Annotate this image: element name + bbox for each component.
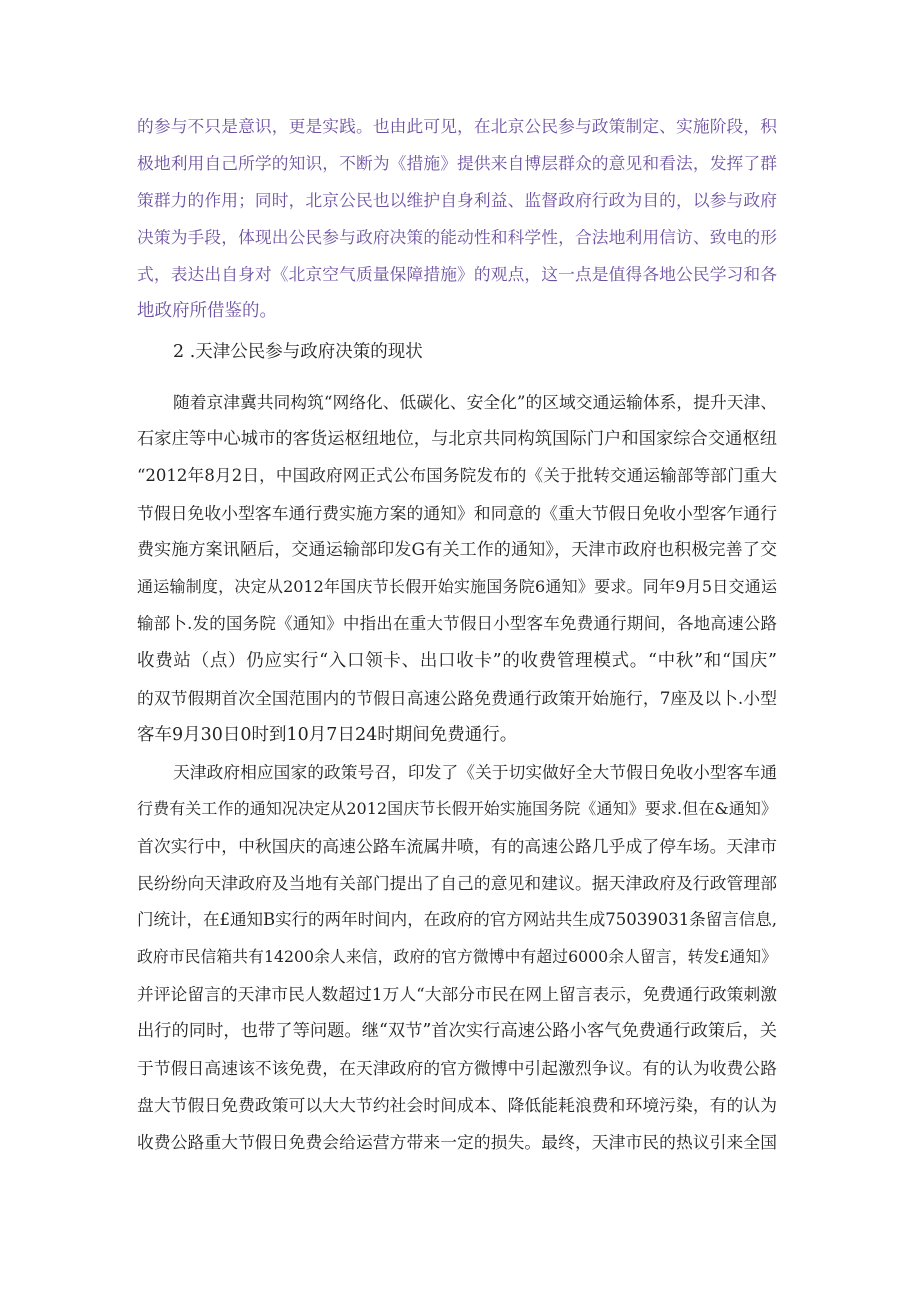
text-line: “2012年8月2日，中国政府网正式公布国务院发布的《关于批转交通运输部等部门重大 — [137, 466, 777, 485]
text-line: 收费站（点）仍应实行“入口领卡、出口收卡”的收费管理模式。“中秋”和“国庆” — [137, 651, 777, 671]
text-line: 决策为手段，体现出公民参与政府决策的能动性和科学性，合法地利用信访、致电的形 — [137, 227, 777, 247]
text-line: 石家庄等中心城市的客货运枢纽地位，与北京共同构筑国际门户和国家综合交通枢纽 — [137, 429, 777, 449]
text-line: 收费公路重大节假日免费会给运营方带来一定的损失。最终，天津市民的热议引来全国 — [137, 1132, 777, 1152]
text-line: 式，表达出自身对《北京空气质量保障措施》的观点，这一点是值得各地公民学习和各 — [137, 264, 777, 284]
text-line: 通运输制度，决定从2012年国庆节长假开始实施国务院6通知》要求。同年9月5日交通运 — [137, 577, 777, 596]
text-line: 政府市民信箱共有14200余人来信，政府的官方微博中有超过6000余人留言，转发£通知》 — [137, 947, 777, 966]
text-line: 极地利用自己所学的知识，不断为《措施》提供来自博层群众的意见和看法，发挥了群 — [137, 153, 777, 173]
text-line: 输部卜.发的国务院《通知》中指出在重大节假日小型客车免费通行期间，各地高速公路 — [137, 614, 777, 633]
text-line: 的参与不只是意识，更是实践。也由此可见，在北京公民参与政策制定、实施阶段，积 — [137, 116, 777, 136]
text-line: 门统计，在£通知B实行的两年时间内，在政府的官方网站共生成75039031条留言信息, — [137, 910, 777, 929]
text-line: 地政府所借鉴的。 — [137, 301, 277, 321]
text-line: 天津政府相应国家的政策号召，印发了《关于切实做好全大节假日免收小型客车通 — [173, 762, 777, 782]
section-heading: 2 .天津公民参与政府决策的现状 — [173, 342, 423, 362]
text-line: 费实施方案讯陋后，交通运输部印发G有关工作的通知》，天津市政府也积极完善了交 — [137, 540, 777, 560]
text-line: 并评论留言的天津市民人数超过1万人“大部分市民在网上留言表示，免费通行政策刺激 — [137, 984, 777, 1004]
text-line: 的双节假期首次全国范围内的节假日高速公路免费通行政策开始施行，7座及以卜.小型 — [137, 688, 777, 708]
text-line: 行费有关工作的通知况决定从2012国庆节长假开始实施国务院《通知》要求.但在&通知》 — [137, 799, 777, 818]
text-line: 于节假日高速该不该免费，在天津政府的官方微博中引起激烈争议。有的认为收费公路 — [137, 1058, 777, 1078]
text-line: 首次实行中，中秋国庆的高速公路车流属井喷，有的高速公路几乎成了停车场。天津市 — [137, 836, 777, 856]
text-line: 节假日免收小型客车通行费实施方案的通知》和同意的《重大节假日免收小型客乍通行 — [137, 503, 777, 523]
text-line: 盘大节假日免费政策可以大大节约社会时间成本、降低能耗浪费和环境污染，有的认为 — [137, 1095, 777, 1115]
text-line: 随着京津冀共同构筑“网络化、低碳化、安全化”的区域交通运输体系，提升天津、 — [173, 392, 777, 412]
text-line: 策群力的作用；同时，北京公民也以维护自身利益、监督政府行政为目的，以参与政府 — [137, 190, 777, 210]
text-line: 客车9月30日0时到10月7日24时期间免费通行。 — [137, 725, 518, 745]
text-line: 民纷纷向天津政府及当地有关部门提出了自己的意见和建议。据天津政府及行政管理部 — [137, 873, 777, 893]
text-line: 出行的同时，也带了等问题。继“双节”首次实行高速公路小客气免费通行政策后，关 — [137, 1021, 777, 1041]
